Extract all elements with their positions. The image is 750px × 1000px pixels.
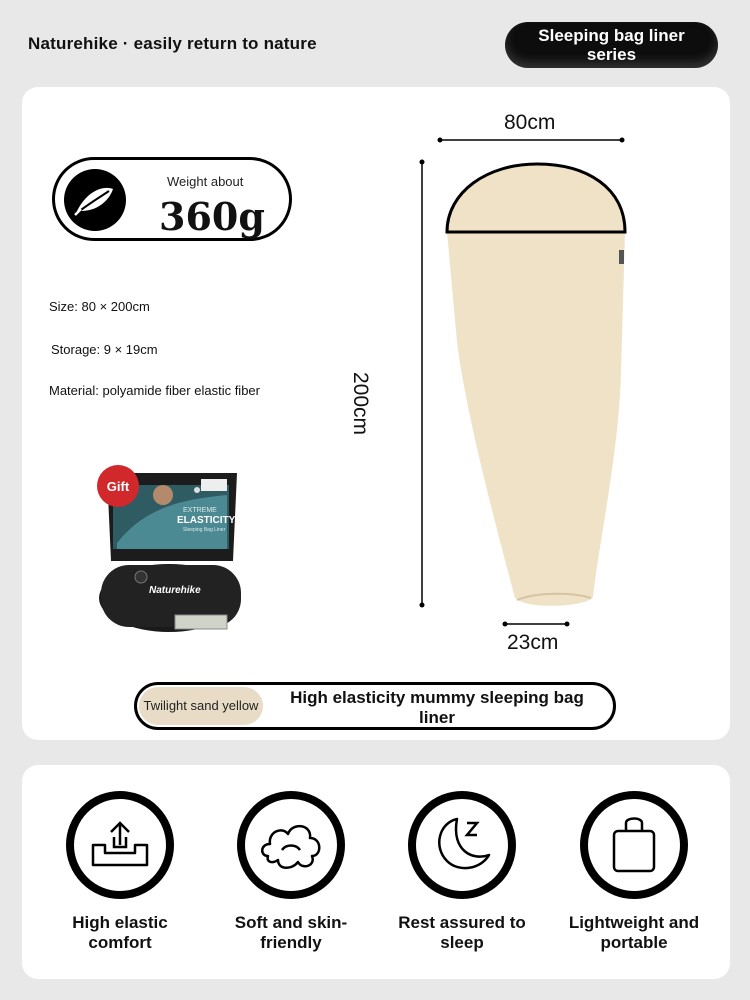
product-title: High elasticity mummy sleeping bag liner [290,688,584,727]
feature-soft [211,791,371,953]
package-brand-logo: Naturehike [149,585,201,596]
cloud-soft-icon [237,791,345,899]
package-tagline-1: EXTREME [183,507,217,514]
bag-portable-icon [580,791,688,899]
feature-label: Soft and skin-friendly [234,913,348,952]
color-chip: Twilight sand yellow [139,687,263,725]
weight-value: 360g [159,194,265,239]
product-name-badge [134,682,616,730]
series-label: Sleeping bag liner series [538,26,685,64]
spec-material: Material: polyamide fiber elastic fiber [49,383,260,398]
package-tagline-2: ELASTICITY [177,515,236,526]
sleeping-liner-diagram [407,122,637,642]
feature-label: Lightweight and portable [568,913,700,952]
feature-portable [554,791,714,953]
spec-storage: Storage: 9 × 19cm [51,342,158,357]
product-spec-card [22,87,730,740]
stretch-icon [66,791,174,899]
package-tagline-3: Sleeping Bag Liner [183,527,226,533]
length-label: 200cm [349,372,372,436]
feature-label: High elastic comfort [72,913,168,952]
gift-badge: Gift [97,465,139,507]
feature-label: Rest assured to sleep [398,913,526,952]
feature-elastic [40,791,200,953]
width-bottom-label: 23cm [507,631,559,654]
spec-size: Size: 80 × 200cm [49,299,150,314]
weight-badge [52,157,292,241]
moon-sleep-icon [408,791,516,899]
weight-label: Weight about [167,174,244,189]
feather-icon [64,169,126,231]
feature-sleep [382,791,542,953]
gift-package-image [97,465,257,635]
brand-tagline: Naturehike · easily return to nature [28,34,317,53]
series-badge [505,22,718,68]
width-top-label: 80cm [504,111,556,134]
features-card [22,765,730,979]
